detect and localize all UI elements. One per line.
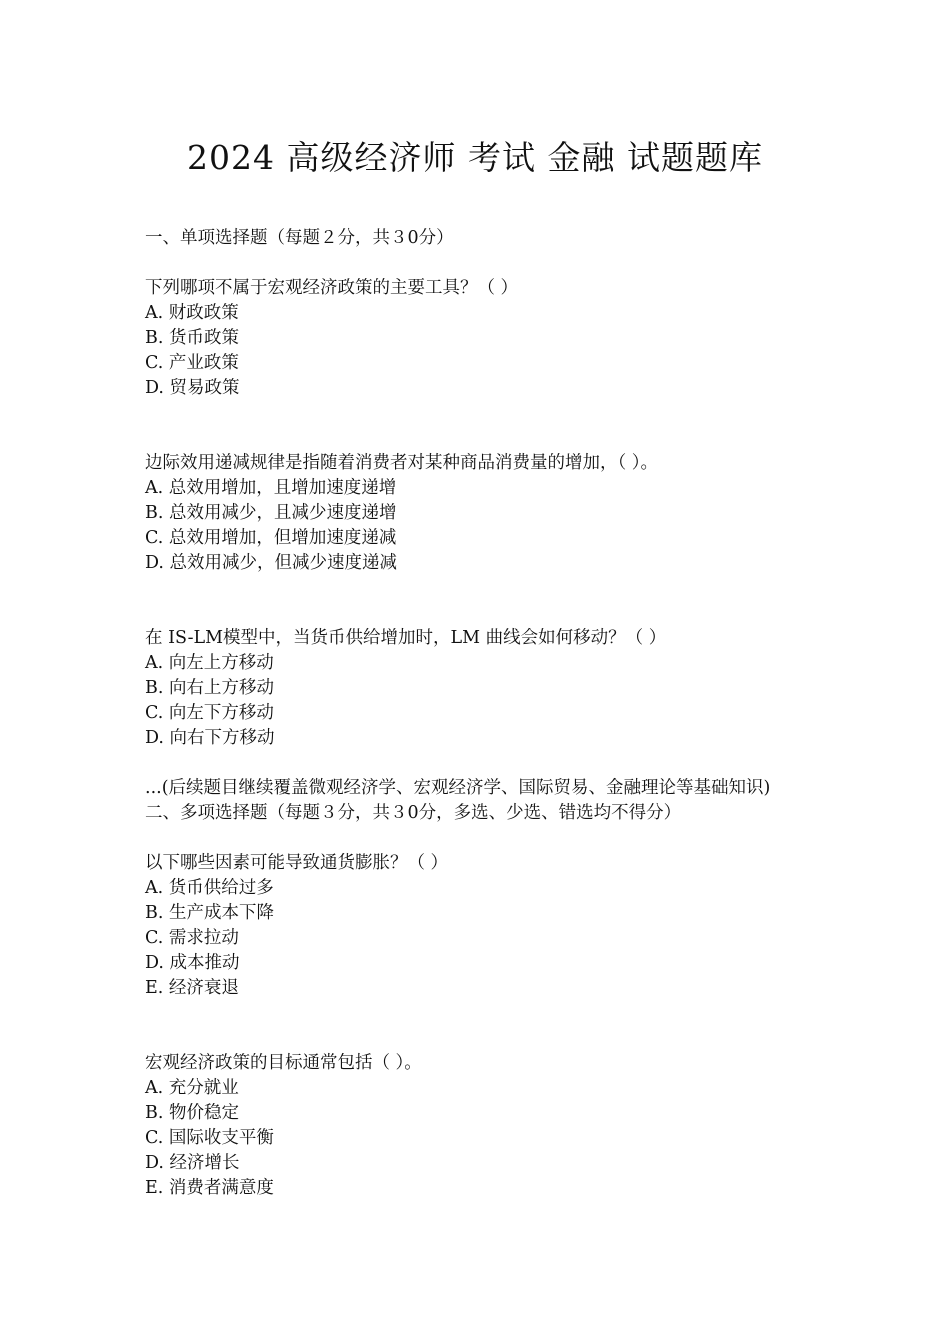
question-4 — [145, 851, 815, 1001]
question-option: E. 经济衰退 — [145, 978, 239, 998]
section-2-heading: 二、多项选择题（每题３分，共３0分，多选、少选、错选均不得分） — [145, 803, 682, 823]
question-option: D. 经济增长 — [145, 1153, 240, 1173]
question-option: C. 向左下方移动 — [145, 703, 274, 723]
question-stem: 下列哪项不属于宏观经济政策的主要工具？（ ） — [145, 278, 519, 298]
question-option: A. 货币供给过多 — [145, 878, 274, 898]
question-option: A. 总效用增加，且增加速度递增 — [145, 478, 397, 498]
continuation-note: ...(后续题目继续覆盖微观经济学、宏观经济学、国际贸易、金融理论等基础知识) — [145, 778, 771, 798]
question-option: D. 向右下方移动 — [145, 728, 275, 748]
question-1 — [145, 276, 815, 401]
question-stem: 以下哪些因素可能导致通货膨胀？（ ） — [145, 853, 449, 873]
question-option: D. 贸易政策 — [145, 378, 240, 398]
question-option: C. 需求拉动 — [145, 928, 239, 948]
question-2 — [145, 451, 815, 576]
question-option: C. 产业政策 — [145, 353, 239, 373]
question-option: A. 向左上方移动 — [145, 653, 274, 673]
question-3 — [145, 626, 815, 751]
document-body — [145, 226, 815, 1201]
document-title: 2024 高级经济师 考试 金融 试题题库 — [187, 138, 763, 177]
question-option: A. 充分就业 — [145, 1078, 239, 1098]
question-stem: 在 IS-LM模型中，当货币供给增加时，LM 曲线会如何移动？（ ） — [145, 628, 667, 648]
question-option: B. 货币政策 — [145, 328, 239, 348]
question-option: D. 总效用减少，但减少速度递减 — [145, 553, 398, 573]
question-option: E. 消费者满意度 — [145, 1178, 274, 1198]
question-option: B. 向右上方移动 — [145, 678, 274, 698]
question-option: B. 物价稳定 — [145, 1103, 239, 1123]
question-option: C. 总效用增加，但增加速度递减 — [145, 528, 397, 548]
question-stem: 边际效用递减规律是指随着消费者对某种商品消费量的增加，（ ）。 — [145, 453, 659, 473]
question-option: C. 国际收支平衡 — [145, 1128, 274, 1148]
question-5 — [145, 1051, 815, 1201]
question-option: A. 财政政策 — [145, 303, 239, 323]
section-1-heading: 一、单项选择题（每题２分，共３0分） — [145, 228, 454, 248]
question-option: B. 生产成本下降 — [145, 903, 274, 923]
question-option: B. 总效用减少，且减少速度递增 — [145, 503, 397, 523]
question-option: D. 成本推动 — [145, 953, 240, 973]
question-stem: 宏观经济政策的目标通常包括（ ）。 — [145, 1053, 422, 1073]
